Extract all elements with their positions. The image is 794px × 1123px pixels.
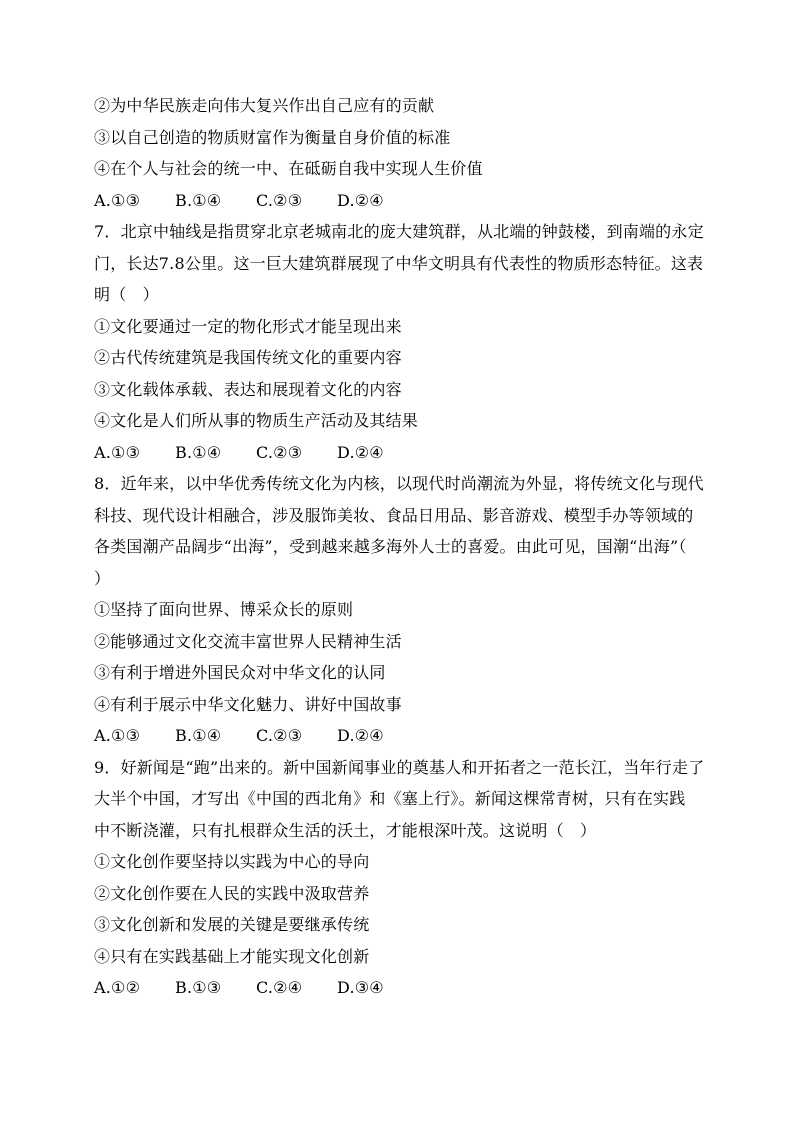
q6-answer-d: D.②④ <box>337 190 384 210</box>
q9-stem-line-3: 中不断浇灌，只有扎根群众生活的沃土，才能根深叶茂。这说明（ ） <box>94 820 597 840</box>
q9-answer-d: D.③④ <box>337 978 384 997</box>
q9-option-4: ④只有在实践基础上才能实现文化创新 <box>94 946 370 966</box>
q6-option-3: ③以自己创造的物质财富作为衡量自身价值的标准 <box>94 127 451 147</box>
q9-answer-b: B.①③ <box>175 978 222 997</box>
q8-answer-choices <box>94 720 704 752</box>
q7-option-4: ④文化是人们所从事的物质生产活动及其结果 <box>94 411 419 430</box>
q7-answer-c: C.②③ <box>256 442 303 462</box>
q8-option-4: ④有利于展示中华文化魅力、讲好中国故事 <box>94 694 402 714</box>
q6-answer-c: C.②③ <box>256 190 303 210</box>
q8-answer-b: B.①④ <box>175 726 222 745</box>
q8-answer-a: A.①③ <box>94 726 141 745</box>
q9-answer-a: A.①② <box>94 978 141 997</box>
q7-option-2: ②古代传统建筑是我国传统文化的重要内容 <box>94 348 402 367</box>
q7-answer-a: A.①③ <box>94 442 141 462</box>
q6-option-4: ④在个人与社会的统一中、在砥砺自我中实现人生价值 <box>94 159 483 178</box>
exam-page <box>94 90 704 1004</box>
q6-answer-a: A.①③ <box>94 190 141 210</box>
q9-option-2: ②文化创作要在人民的实践中汲取营养 <box>94 883 370 903</box>
q8-stem-line-4: ） <box>94 568 111 588</box>
q9-stem-line-2: 大半个中国，才写出《中国的西北角》和《塞上行》。新闻这棵常青树，只有在实践 <box>94 789 686 808</box>
q7-answer-d: D.②④ <box>337 442 384 462</box>
q9-stem-line-1: 9．好新闻是“跑”出来的。新中国新闻事业的奠基人和开拓者之一范长江，当年行走了 <box>94 757 705 777</box>
q6-answer-choices <box>94 185 704 217</box>
q7-answer-choices <box>94 437 704 469</box>
q9-option-3: ③文化创新和发展的关键是要继承传统 <box>94 915 370 934</box>
q8-answer-d: D.②④ <box>337 726 384 745</box>
q8-option-3: ③有利于增进外国民众对中华文化的认同 <box>94 663 386 682</box>
q7-option-1: ①文化要通过一定的物化形式才能呈现出来 <box>94 316 402 336</box>
q8-stem-line-3: 各类国潮产品阔步“出海”，受到越来越多海外人士的喜爱。由此可见，国潮“出海”（ <box>94 537 687 556</box>
q7-stem-line-2: 门，长达7.8公里。这一巨大建筑群展现了中华文明具有代表性的物质形态特征。这表 <box>94 253 704 273</box>
q9-answer-c: C.②④ <box>256 978 303 997</box>
q6-option-2: ②为中华民族走向伟大复兴作出自己应有的贡献 <box>94 96 435 115</box>
q6-answer-b: B.①④ <box>175 190 222 210</box>
q9-option-1: ①文化创作要坚持以实践为中心的导向 <box>94 852 370 871</box>
q8-stem-line-1: 8．近年来，以中华优秀传统文化为内核，以现代时尚潮流为外显，将传统文化与现代 <box>94 474 704 493</box>
q8-stem-line-2: 科技、现代设计相融合，涉及服饰美妆、食品日用品、影音游戏、模型手办等领域的 <box>94 505 694 525</box>
q7-answer-b: B.①④ <box>175 442 222 462</box>
q8-option-1: ①坚持了面向世界、博采众长的原则 <box>94 600 354 619</box>
q8-option-2: ②能够通过文化交流丰富世界人民精神生活 <box>94 631 402 651</box>
q7-option-3: ③文化载体承载、表达和展现着文化的内容 <box>94 379 402 399</box>
q7-stem-line-3: 明（ ） <box>94 285 159 304</box>
q7-stem-line-1: 7．北京中轴线是指贯穿北京老城南北的庞大建筑群，从北端的钟鼓楼，到南端的永定 <box>94 222 704 241</box>
q9-answer-choices <box>94 972 704 1004</box>
q8-answer-c: C.②③ <box>256 726 303 745</box>
